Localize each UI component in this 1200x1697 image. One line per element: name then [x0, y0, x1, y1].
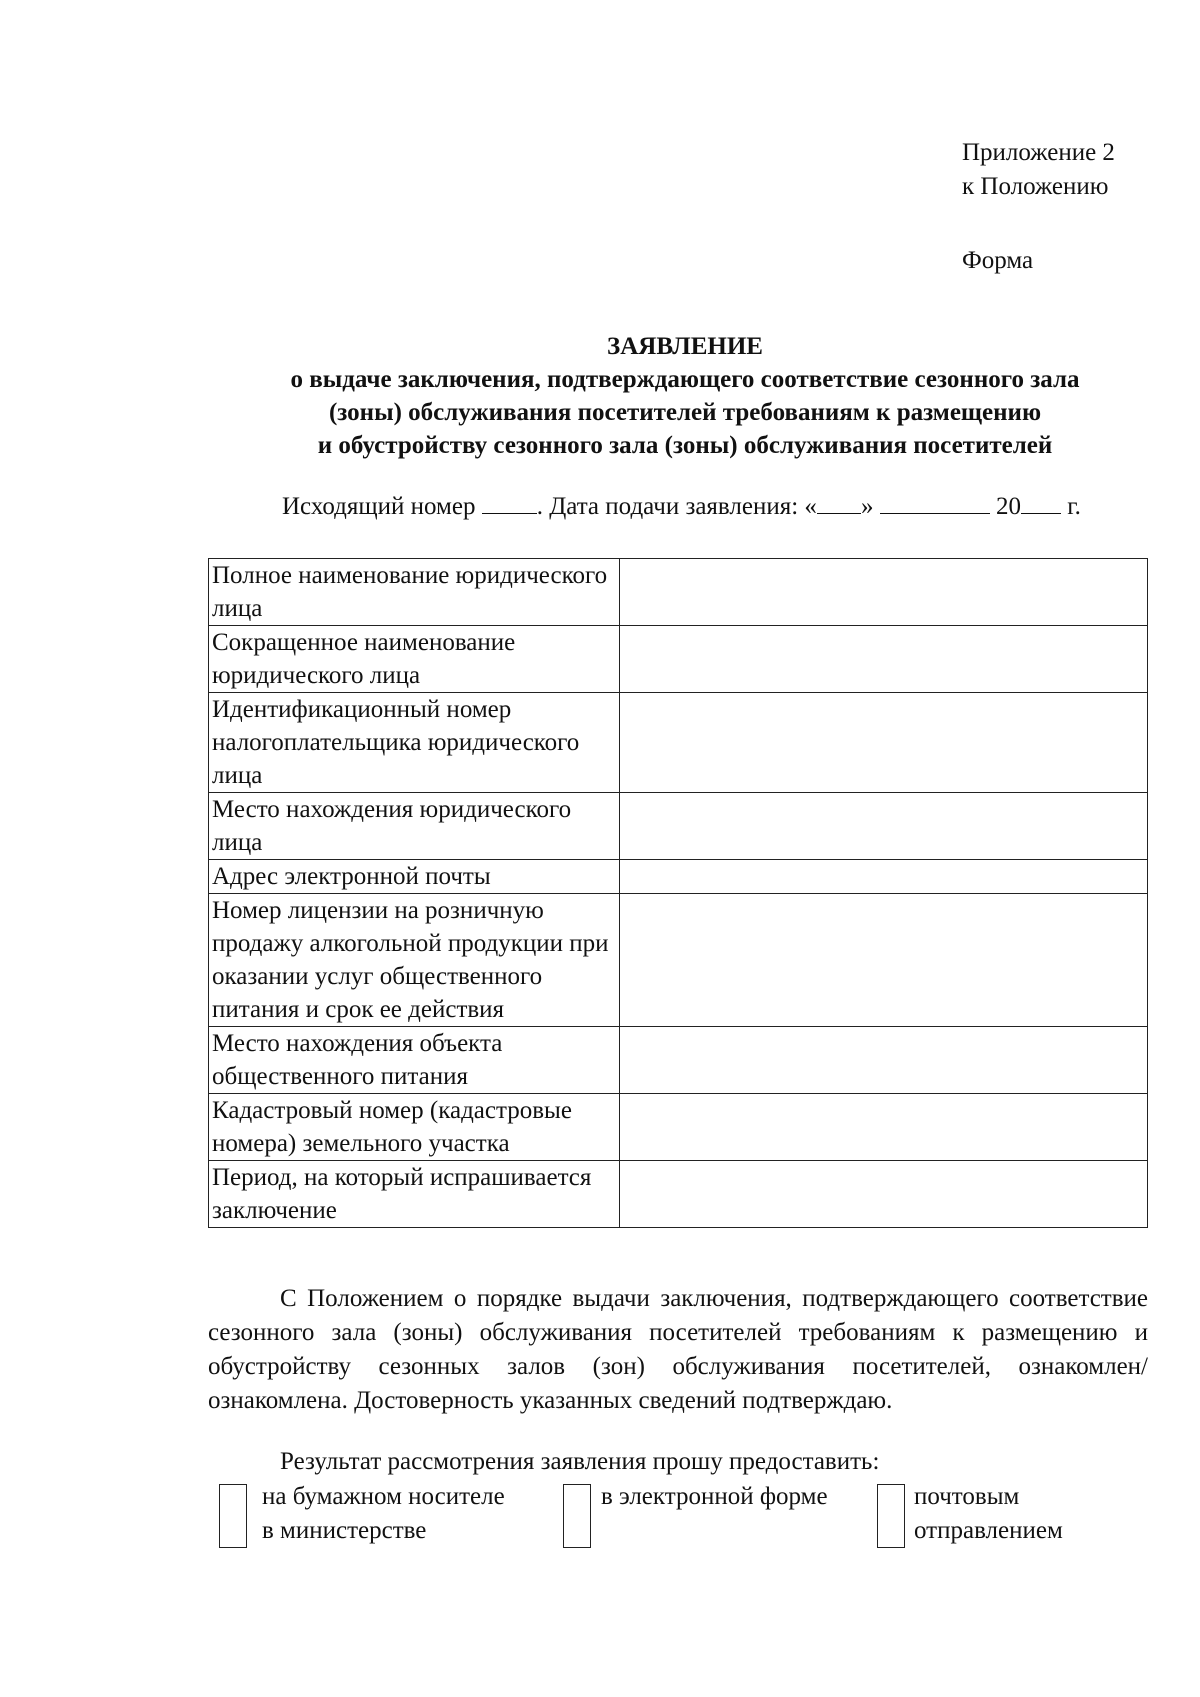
- date-month-blank[interactable]: [880, 493, 990, 514]
- form-label: Форма: [962, 247, 1034, 274]
- table-row: [209, 1161, 1148, 1228]
- paper-option-checkbox[interactable]: [219, 1484, 247, 1548]
- mail-option-line-1: почтовым: [914, 1483, 1020, 1510]
- date-year-blank[interactable]: [1021, 493, 1061, 514]
- row-value[interactable]: [620, 626, 1148, 693]
- table-row: [209, 860, 1148, 894]
- submission-date-label: . Дата подачи заявления: «: [536, 493, 817, 520]
- table-row: [209, 1027, 1148, 1094]
- row-value[interactable]: [620, 860, 1148, 894]
- outgoing-number-blank[interactable]: [482, 493, 537, 514]
- row-value[interactable]: [620, 693, 1148, 793]
- document-title: [200, 330, 1170, 462]
- row-value[interactable]: [620, 793, 1148, 860]
- mail-option-checkbox[interactable]: [877, 1484, 905, 1548]
- row-label: Период, на который испрашивается заключение: [209, 1161, 620, 1228]
- row-label: Место нахождения юридического лица: [209, 793, 620, 860]
- table-row: [209, 894, 1148, 1027]
- row-label: Место нахождения объекта общественного питания: [209, 1027, 620, 1094]
- electronic-option-line-1: в электронной форме: [601, 1483, 828, 1510]
- row-label: Полное наименование юридического лица: [209, 559, 620, 626]
- title-subtitle-line-1: о выдаче заключения, подтверждающего соответствие сезонного зала: [290, 366, 1080, 393]
- result-request-label: Результат рассмотрения заявления прошу предоставить:: [280, 1448, 880, 1475]
- mail-option-line-2: отправлением: [914, 1517, 1063, 1544]
- appendix-line: Приложение 2: [962, 139, 1115, 166]
- applicant-info-table: [208, 558, 1148, 1228]
- title-subtitle-line-2: (зоны) обслуживания посетителей требованиям к размещению: [328, 399, 1042, 426]
- outgoing-number-line: [282, 493, 1081, 521]
- table-row: [209, 693, 1148, 793]
- row-label: Адрес электронной почты: [209, 860, 620, 894]
- paper-option-line-1: на бумажном носителе: [262, 1483, 505, 1510]
- row-value[interactable]: [620, 1027, 1148, 1094]
- table-row: [209, 1094, 1148, 1161]
- paper-option-label: [262, 1480, 547, 1548]
- date-day-blank[interactable]: [817, 493, 861, 514]
- row-label: Идентификационный номер налогоплательщика юридического лица: [209, 693, 620, 793]
- paper-option-line-2: в министерстве: [262, 1517, 427, 1544]
- row-value[interactable]: [620, 894, 1148, 1027]
- row-label: Кадастровый номер (кадастровые номера) земельного участка: [209, 1094, 620, 1161]
- row-value[interactable]: [620, 1094, 1148, 1161]
- row-value[interactable]: [620, 559, 1148, 626]
- table-row: [209, 626, 1148, 693]
- row-label: Номер лицензии на розничную продажу алкогольной продукции при оказании услуг общественного питания и срок ее действия: [209, 894, 620, 1027]
- row-label: Сокращенное наименование юридического лица: [209, 626, 620, 693]
- appendix-reference: к Положению: [962, 173, 1109, 200]
- outgoing-number-label: Исходящий номер: [282, 493, 476, 520]
- year-prefix: 20: [995, 493, 1021, 520]
- table-row: [209, 559, 1148, 626]
- acknowledgement-paragraph: С Положением о порядке выдачи заключения, подтверждающего соответствие сезонного зала (зоны) обслуживания посетителей требованиям к размещению и обустройству сезонных залов (зон) обслуживания посетителей, ознакомлен/ознакомлена. Достоверность указанных сведений подтверждаю.: [208, 1285, 1148, 1414]
- mail-option-label: [914, 1480, 1063, 1548]
- row-value[interactable]: [620, 1161, 1148, 1228]
- appendix-note: [962, 136, 1115, 278]
- title-subtitle-line-3: и обустройству сезонного зала (зоны) обслуживания посетителей: [317, 432, 1053, 459]
- electronic-option-label: [601, 1480, 828, 1514]
- electronic-option-checkbox[interactable]: [563, 1484, 591, 1548]
- quote-close: »: [860, 493, 874, 520]
- table-row: [209, 793, 1148, 860]
- year-suffix: г.: [1060, 493, 1081, 520]
- title-heading: ЗАЯВЛЕНИЕ: [607, 333, 763, 360]
